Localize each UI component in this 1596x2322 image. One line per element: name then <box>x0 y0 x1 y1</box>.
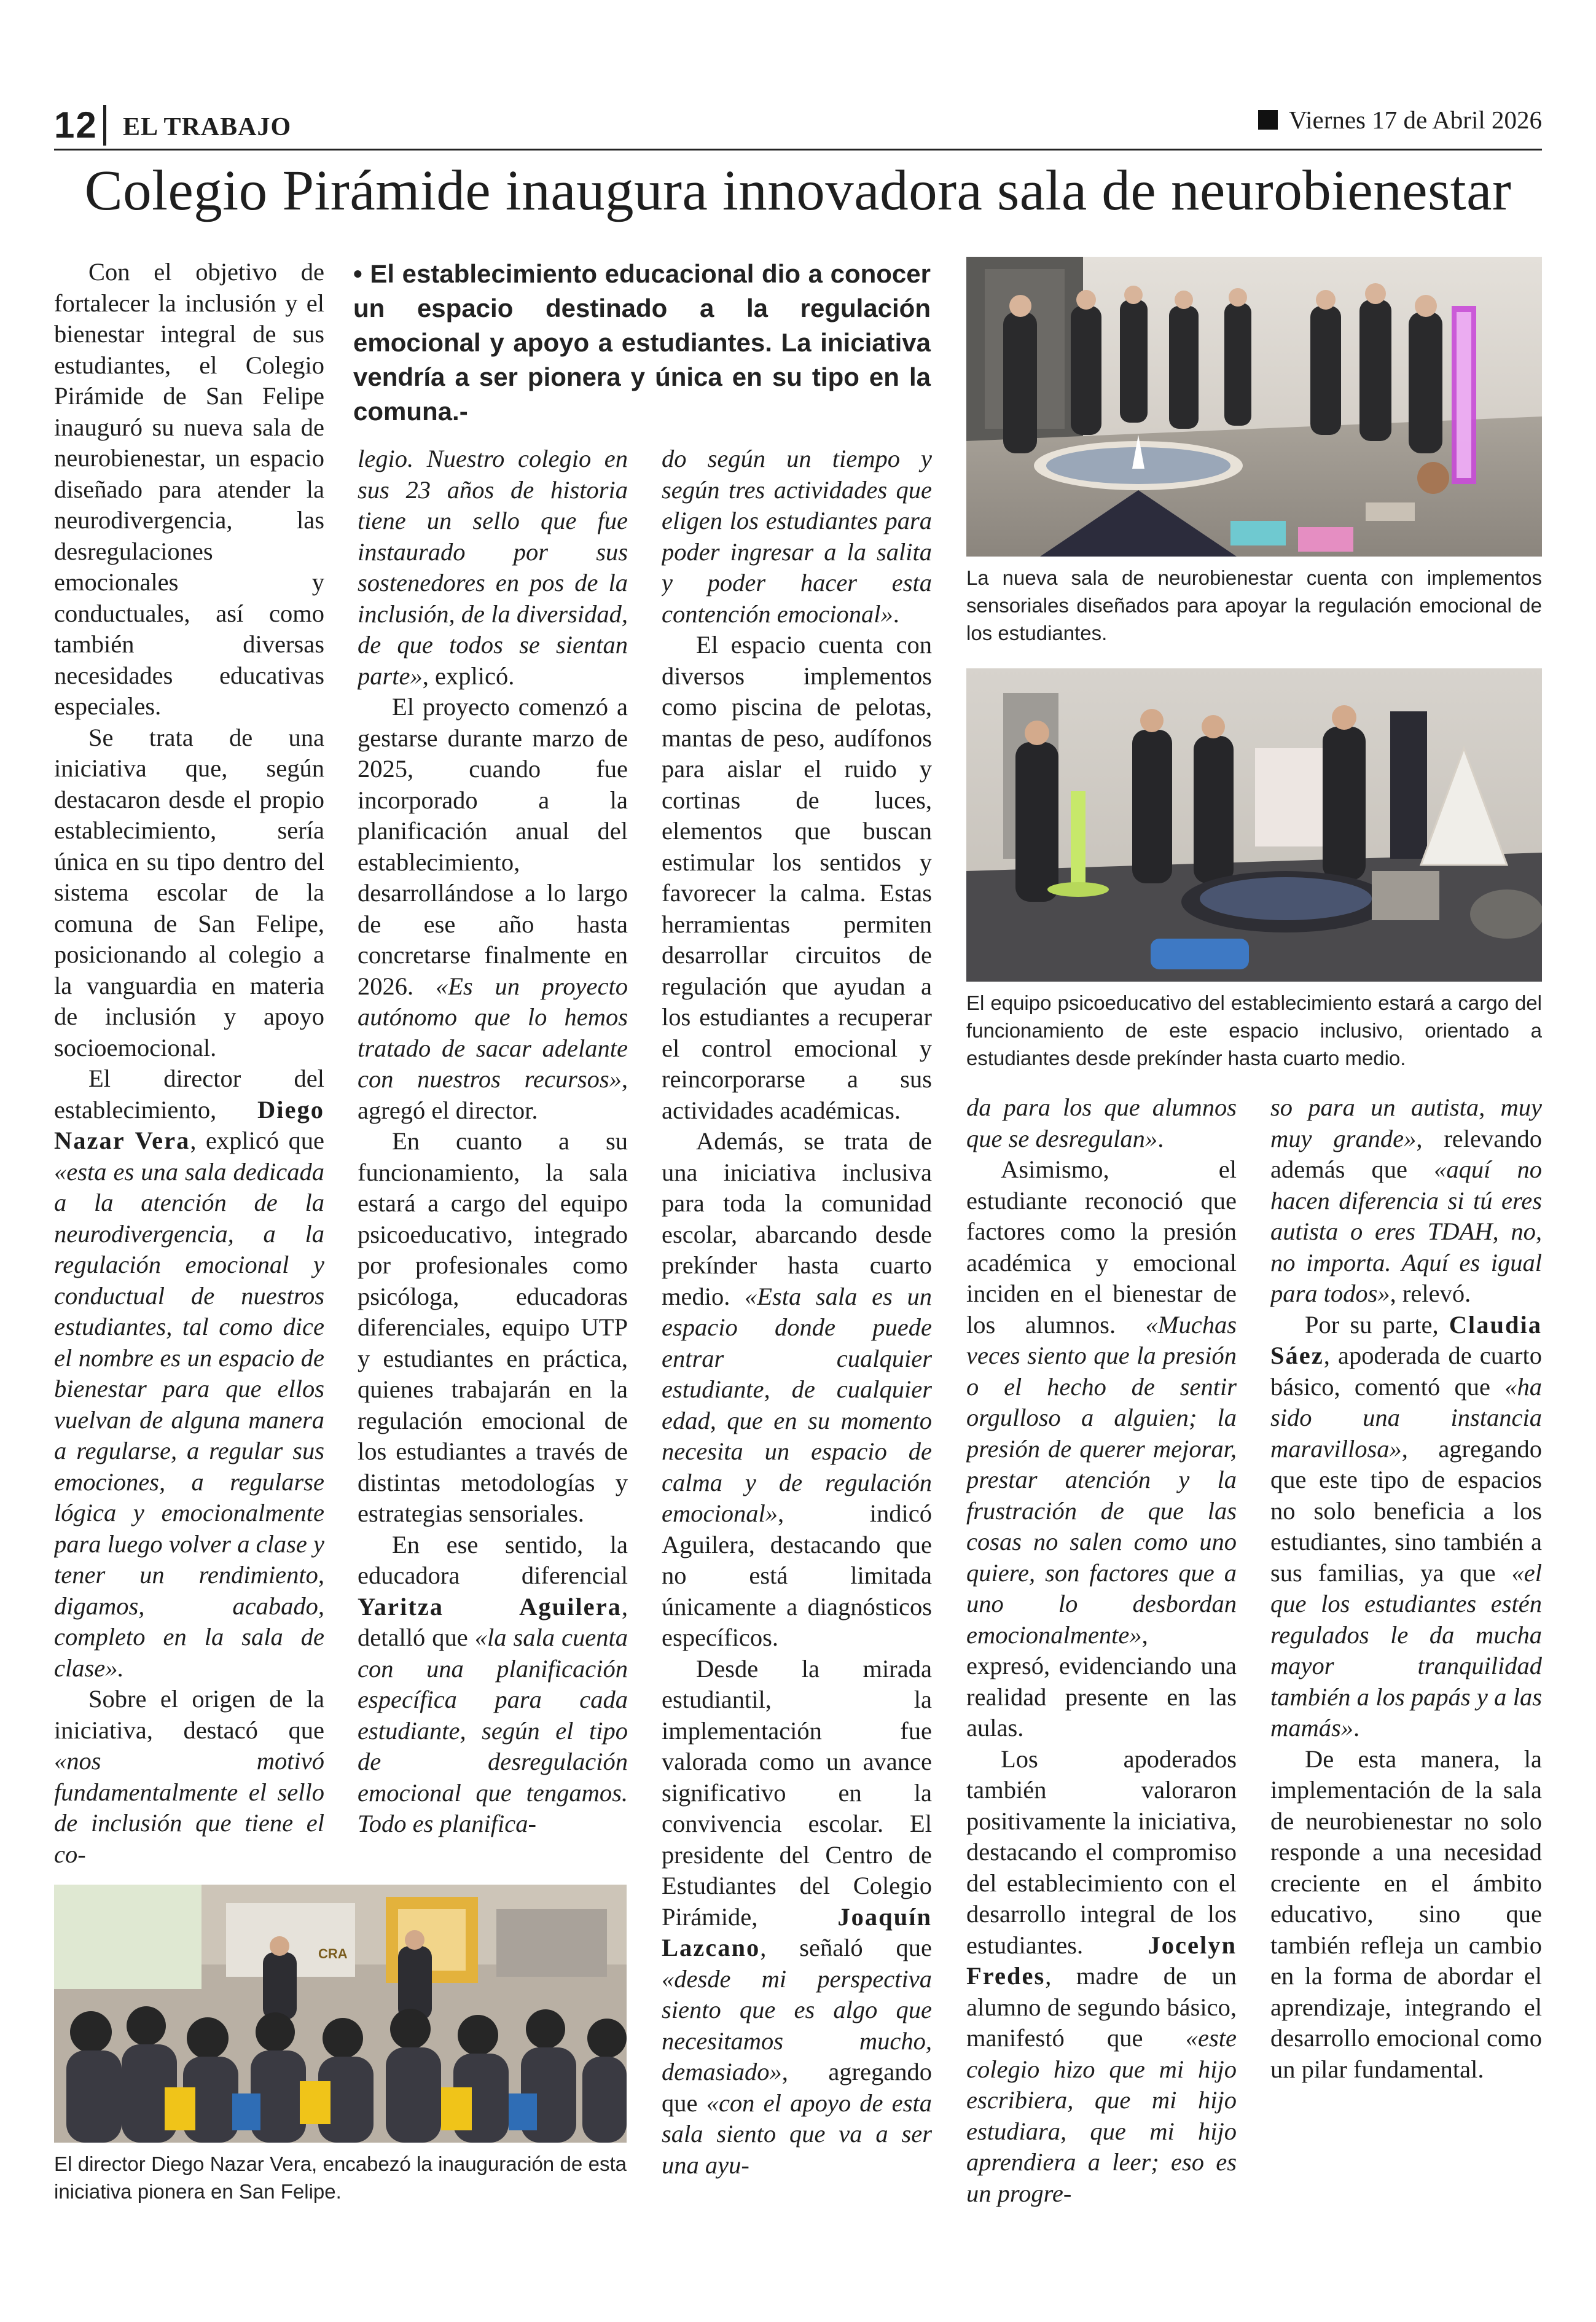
quote: «este colegio hizo que mi hijo escribiera, que mi hijo estudiara, que mi hijo aprendiera a leer; eso es un progre- <box>966 2024 1237 2207</box>
paragraph: Además, se trata de una iniciativa inclusiva para toda la comunidad escolar, abarcando desde prekínder hasta cuarto medio. «Esta sala es un espacio donde puede entrar cualquier estudiante, de cualquier edad, que en su momento necesita un espacio de calma y de regulación emocional», indicó Aguilera, destacando que no está limitada únicamente a diagnósticos específicos. <box>662 1127 932 1651</box>
quote: legio. Nuestro colegio en sus 23 años de historia tiene un sello que fue instaurado por sus sostenedores en pos de la inclusión, de la diversidad, de que todos se sientan parte» <box>358 445 628 690</box>
paragraph: Por su parte, Claudia Sáez, apoderada de cuarto básico, comentó que «ha sido una instancia maravillosa», agregando que este tipo de espacios no solo beneficia a los estudiantes, sino también a sus familias, ya que «el que los estudiantes estén regulados le da mucha mayor tranquilidad también a los papás y a las mamás». <box>1270 1310 1542 1742</box>
paragraph: Los apoderados también valoraron positivamente la iniciativa, destacando el compromiso del establecimiento con el desarrollo integral de los estudiantes. Jocelyn Fredes, madre de un alumno de segundo básico, manifestó que «este colegio hizo que mi hijo escribiera, que mi hijo estudiara, que mi hijo aprendiera a leer; eso es un progre- <box>966 1745 1237 2207</box>
article-column-3 <box>662 444 932 2213</box>
photo-caption: El equipo psicoeducativo del establecimiento estará a cargo del funcionamiento de este espacio inclusivo, orientado a estudiantes desde prekínder hasta cuarto medio. <box>966 991 1542 1069</box>
quote: «Muchas veces siento que la presión o el hecho de sentir orgulloso a alguien; la presión de querer mejorar, prestar atención y la frustración de que las cosas no salen como uno quiere, son factores que a uno lo desbordan emocionalmente» <box>966 1310 1237 1649</box>
quote: «la sala cuenta con una planificación específica para cada estudiante, según el tipo de desregulación emocional que tengamos. Todo es planifica- <box>358 1624 628 1837</box>
photo-caption: El director Diego Nazar Vera, encabezó la inauguración de esta iniciativa pionera en San Felipe. <box>54 2152 627 2203</box>
paragraph: da para los que alumnos que se desregulan». <box>966 1093 1237 1152</box>
paragraph: El director del establecimiento, Diego Nazar Vera, explicó que «esta es una sala dedicada a la atención de la neurodivergencia, a la regulación emocional y conductual de nuestros estudiantes, tal como dice el nombre es un espacio de bienestar para que ellos vuelvan de alguna manera a regularse, a regular sus emociones, a regularse lógica y emocionalmente para luego volver a clase y tener un rendimiento, digamos, acabado, completo en la sala de clase». <box>54 1065 324 1682</box>
quote: «aquí no hacen diferencia si tú eres autista o eres TDAH, no, no importa. Aquí es igual para todos» <box>1270 1155 1542 1307</box>
square-bullet-icon <box>1258 110 1278 130</box>
header-separator <box>103 105 106 146</box>
page-header <box>54 101 1542 150</box>
person-name: Jocelyn Fredes <box>966 1931 1237 1990</box>
quote: «con el apoyo de esta sala siento que va a ser una ayu- <box>662 2089 932 2179</box>
quote: «desde mi perspectiva siento que es algo que necesitamos mucho, demasiado» <box>662 1964 932 2086</box>
quote: «el que los estudiantes estén regulados le da mucha mayor tranquilidad también a los papás y a las mamás» <box>1270 1558 1542 1742</box>
article-column-1 <box>54 257 324 1872</box>
quote: «nos motivó fundamentalmente el sello de inclusión que tiene el co- <box>54 1747 324 1868</box>
quote: so para un autista, muy muy grande» <box>1270 1093 1542 1152</box>
photo-sensory-room-group <box>966 257 1542 557</box>
person-name: Diego Nazar Vera <box>54 1095 324 1154</box>
paragraph: do según un tiempo y según tres actividades que eligen los estudiantes para poder ingresar a la salita y poder hacer esta contención emocional». <box>662 445 932 628</box>
paragraph: El espacio cuenta con diversos implementos como piscina de pelotas, mantas de peso, audífonos para aislar el ruido y cortinas de luces, elementos que buscan estimular los sentidos y favorecer la calma. Estas herramientas permiten desarrollar circuitos de regulación que ayudan a los estudiantes a recuperar el control emocional y reincorporarse a sus actividades académicas. <box>662 631 932 1124</box>
person-name: Joaquín Lazcano <box>662 1902 932 1961</box>
paragraph: En cuanto a su funcionamiento, la sala estará a cargo del equipo psicoeducativo, integrado por profesionales como psicóloga, educadoras diferenciales, equipo UTP y estudiantes en práctica, quienes trabajarán en la regulación emocional de los estudiantes a través de distintas metodologías y estrategias sensoriales. <box>358 1127 628 1527</box>
article-column-2 <box>358 444 628 1875</box>
library-sign: CRA <box>318 1946 348 1961</box>
person-name: Claudia Sáez <box>1270 1310 1542 1369</box>
headline: Colegio Pirámide inaugura innovadora sala de neurobienestar <box>84 159 1512 222</box>
photo-illustration <box>54 1885 627 2143</box>
photo-illustration <box>966 257 1542 557</box>
photo-caption: La nueva sala de neurobienestar cuenta con implementos sensoriales diseñados para apoyar la regulación emocional de los estudiantes. <box>966 566 1542 644</box>
article-lead: • El establecimiento educacional dio a conocer un espacio destinado a la regulación emocional y apoyo a estudiantes. La iniciativa vendría a ser pionera y única en su tipo en la comuna.- <box>353 259 931 426</box>
photo-psychoeducational-team <box>966 668 1542 982</box>
quote: «ha sido una instancia maravillosa» <box>1270 1372 1542 1463</box>
issue-date <box>1258 105 1542 135</box>
person-name: Yaritza Aguilera <box>358 1592 622 1620</box>
quote: do según un tiempo y según tres actividades que eligen los estudiantes para poder ingresar a la salita y poder hacer esta contención emocional» <box>662 445 932 628</box>
paragraph: Con el objetivo de fortalecer la inclusión y el bienestar integral de sus estudiantes, el Colegio Pirámide de San Felipe inauguró su nueva sala de neurobienestar, un espacio diseñado para atender la neurodivergencia, las desregulaciones emocionales y conductuales, así como también diversas necesidades educativas especiales. <box>54 258 324 720</box>
paragraph: Asimismo, el estudiante reconoció que factores como la presión académica y emocional inciden en el bienestar de los alumnos. «Muchas veces siento que la presión o el hecho de sentir orgulloso a alguien; la presión de querer mejorar, prestar atención y la frustración de que las cosas no salen como uno quiere, son factores que a uno lo desbordan emocionalmente», expresó, evidenciando una realidad presente en las aulas. <box>966 1155 1237 1742</box>
paragraph: Se trata de una iniciativa que, según destacaron desde el propio establecimiento, sería única en su tipo dentro del sistema escolar de la comuna de San Felipe, posicionando al colegio a la vanguardia en materia de inclusión y apoyo socioemocional. <box>54 723 324 1061</box>
photo-inauguration-audience <box>54 1885 627 2143</box>
newspaper-name: EL TRABAJO <box>123 113 292 141</box>
paragraph: El proyecto comenzó a gestarse durante marzo de 2025, cuando fue incorporado a la planificación anual del establecimiento, desarrollándose a lo largo de ese año hasta concretarse finalmente en 2026. «Es un proyecto autónomo que lo hemos tratado de sacar adelante con nuestros recursos», agregó el director. <box>358 693 628 1124</box>
photo-illustration <box>966 668 1542 982</box>
article-column-4 <box>966 1092 1237 2211</box>
quote: «Es un proyecto autónomo que lo hemos tratado de sacar adelante con nuestros recursos» <box>358 972 628 1093</box>
paragraph: legio. Nuestro colegio en sus 23 años de historia tiene un sello que fue instaurado por sus sostenedores en pos de la inclusión, de la diversidad, de que todos se sientan parte», explicó. <box>358 445 628 690</box>
page-number: 12 <box>54 104 98 146</box>
issue-date-text: Viernes 17 de Abril 2026 <box>1288 106 1542 134</box>
paragraph: Desde la mirada estudiantil, la implementación fue valorada como un avance significativo en la convivencia escolar. El presidente del Centro de Estudiantes del Colegio Pirámide, Joaquín Lazcano, señaló que «desde mi perspectiva siento que es algo que necesitamos mucho, demasiado», agregando que «con el apoyo de esta sala siento que va a ser una ayu- <box>662 1654 932 2179</box>
quote: «esta es una sala dedicada a la atención de la neurodivergencia, a la regulación emocional y conductual de nuestros estudiantes, tal como dice el nombre es un espacio de bienestar para que ellos vuelvan de alguna manera a regularse, a regular sus emociones, a regularse lógica y emocionalmente para luego volver a clase y tener un rendimiento, digamos, acabado, completo en la sala de clase». <box>54 1157 324 1682</box>
quote: «Esta sala es un espacio donde puede entrar cualquier estudiante, de cualquier edad, que en su momento necesita un espacio de calma y de regulación emocional» <box>662 1282 932 1527</box>
paragraph: De esta manera, la implementación de la sala de neurobienestar no solo responde a una necesidad creciente en el ámbito educativo, sino que también refleja un cambio en la forma de abordar el aprendizaje, integrando el desarrollo emocional como un pilar fundamental. <box>1270 1745 1542 2083</box>
article-column-5 <box>1270 1092 1542 2211</box>
paragraph: En ese sentido, la educadora diferencial Yaritza Aguilera, detalló que «la sala cuenta con una planificación específica para cada estudiante, según el tipo de desregulación emocional que tengamos. Todo es planifica- <box>358 1530 628 1837</box>
quote: da para los que alumnos que se desregulan» <box>966 1093 1237 1152</box>
paragraph: so para un autista, muy muy grande», relevando además que «aquí no hacen diferencia si tú eres autista o eres TDAH, no, no importa. Aquí es igual para todos», relevó. <box>1270 1093 1542 1307</box>
paragraph: Sobre el origen de la iniciativa, destacó que «nos motivó fundamentalmente el sello de inclusión que tiene el co- <box>54 1685 324 1868</box>
